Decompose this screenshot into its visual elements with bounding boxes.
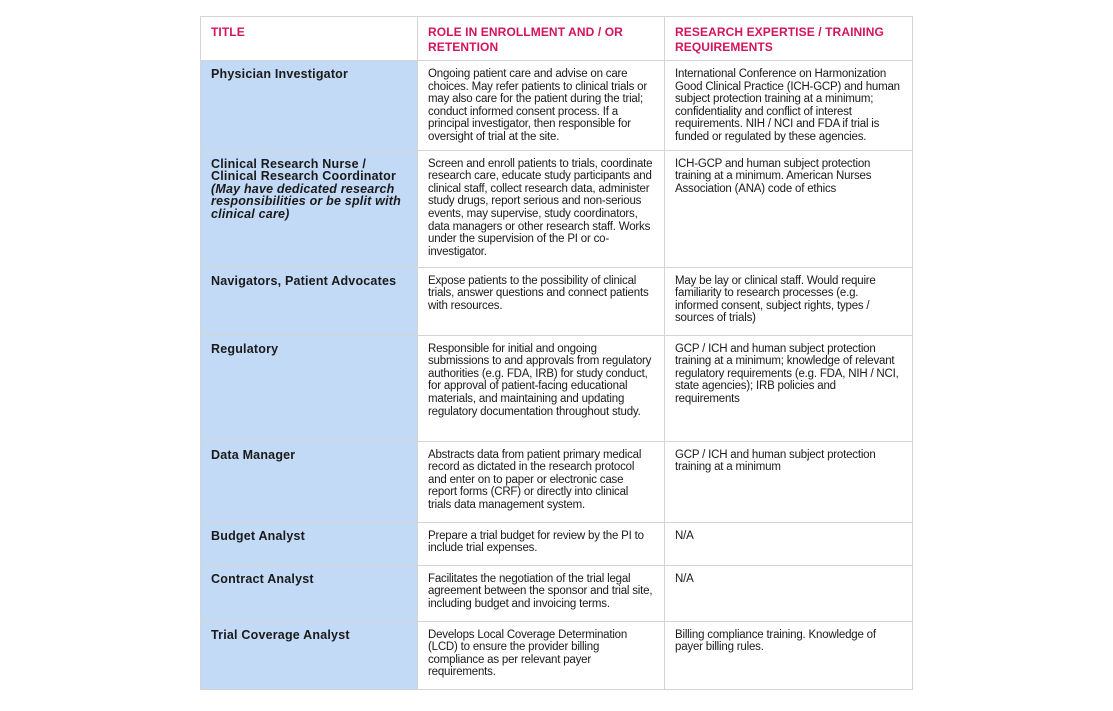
- row-title-cell: [201, 621, 418, 689]
- table-header-row: [201, 17, 913, 61]
- row-title: Contract Analyst: [211, 571, 314, 586]
- row-role: Expose patients to the possibility of clinical trials, answer questions and connect patients with resources.: [418, 267, 665, 335]
- row-title: Budget Analyst: [211, 528, 306, 543]
- row-title: Trial Coverage Analyst: [211, 627, 350, 642]
- row-expertise: International Conference on Harmonization Good Clinical Practice (ICH-GCP) and human subject protection training at a minimum; confidentiality and conflict of interest requirements. NIH / NCI and FDA if trial is funded or regulated by these agencies.: [665, 61, 913, 151]
- row-role: Screen and enroll patients to trials, coordinate research care, educate study participants and clinical staff, collect research data, administer study drugs, report serious and non-serious events, may supervise, study coordinators, data managers or other research staff. Works under the supervision of the PI or co-investigator.: [418, 150, 665, 267]
- row-title-cell: [201, 441, 418, 522]
- row-expertise: GCP / ICH and human subject protection training at a minimum; knowledge of relevant regulatory requirements (e.g. FDA, NIH / NCI, state agencies); IRB policies and requirements: [665, 335, 913, 441]
- row-expertise: ICH-GCP and human subject protection training at a minimum. American Nurses Association (ANA) code of ethics: [665, 150, 913, 267]
- row-role: Abstracts data from patient primary medical record as dictated in the research protocol and enter on to paper or electronic case report forms (CRF) or directly into clinical trials data management system.: [418, 441, 665, 522]
- row-role: Prepare a trial budget for review by the PI to include trial expenses.: [418, 522, 665, 565]
- header-title: TITLE: [201, 17, 418, 61]
- header-role: ROLE IN ENROLLMENT AND / OR RETENTION: [418, 17, 665, 61]
- table-row: [201, 150, 913, 267]
- row-expertise: N/A: [665, 565, 913, 621]
- row-title-cell: [201, 267, 418, 335]
- row-title: Regulatory: [211, 341, 279, 356]
- table-row: [201, 335, 913, 441]
- table-row: [201, 522, 913, 565]
- table-row: [201, 267, 913, 335]
- row-expertise: GCP / ICH and human subject protection training at a minimum: [665, 441, 913, 522]
- row-title-cell: [201, 150, 418, 267]
- row-title: Navigators, Patient Advocates: [211, 273, 397, 288]
- row-role: Facilitates the negotiation of the trial legal agreement between the sponsor and trial site, including budget and invoicing terms.: [418, 565, 665, 621]
- row-role: Responsible for initial and ongoing submissions to and approvals from regulatory authorities (e.g. FDA, IRB) for study conduct, for approval of patient-facing educational materials, and maintaining and updating regulatory documentation throughout study.: [418, 335, 665, 441]
- row-title: Clinical Research Nurse / Clinical Research Coordinator: [211, 156, 397, 184]
- table-row: [201, 621, 913, 689]
- row-title-note: (May have dedicated research responsibilities or be split with clinical care): [211, 181, 401, 221]
- table-row: [201, 565, 913, 621]
- roles-table: [200, 16, 913, 690]
- row-role: Develops Local Coverage Determination (LCD) to ensure the provider billing compliance as per relevant payer requirements.: [418, 621, 665, 689]
- row-title: Physician Investigator: [211, 67, 349, 81]
- header-expertise: RESEARCH EXPERTISE / TRAINING REQUIREMENTS: [665, 17, 913, 61]
- row-expertise: May be lay or clinical staff. Would require familiarity to research processes (e.g. informed consent, subject rights, types / sources of trials): [665, 267, 913, 335]
- row-title-cell: [201, 335, 418, 441]
- row-expertise: Billing compliance training. Knowledge of payer billing rules.: [665, 621, 913, 689]
- table-row: [201, 441, 913, 522]
- row-title-cell: [201, 61, 418, 151]
- row-expertise: N/A: [665, 522, 913, 565]
- row-title-cell: [201, 522, 418, 565]
- row-title-cell: [201, 565, 418, 621]
- row-title: Data Manager: [211, 447, 296, 462]
- roles-table-container: [200, 16, 912, 690]
- row-role: Ongoing patient care and advise on care choices. May refer patients to clinical trials or may also care for the patient during the trial; conduct informed consent process. If a principal investigator, then responsible for oversight of trial at the site.: [418, 61, 665, 151]
- table-row: [201, 61, 913, 151]
